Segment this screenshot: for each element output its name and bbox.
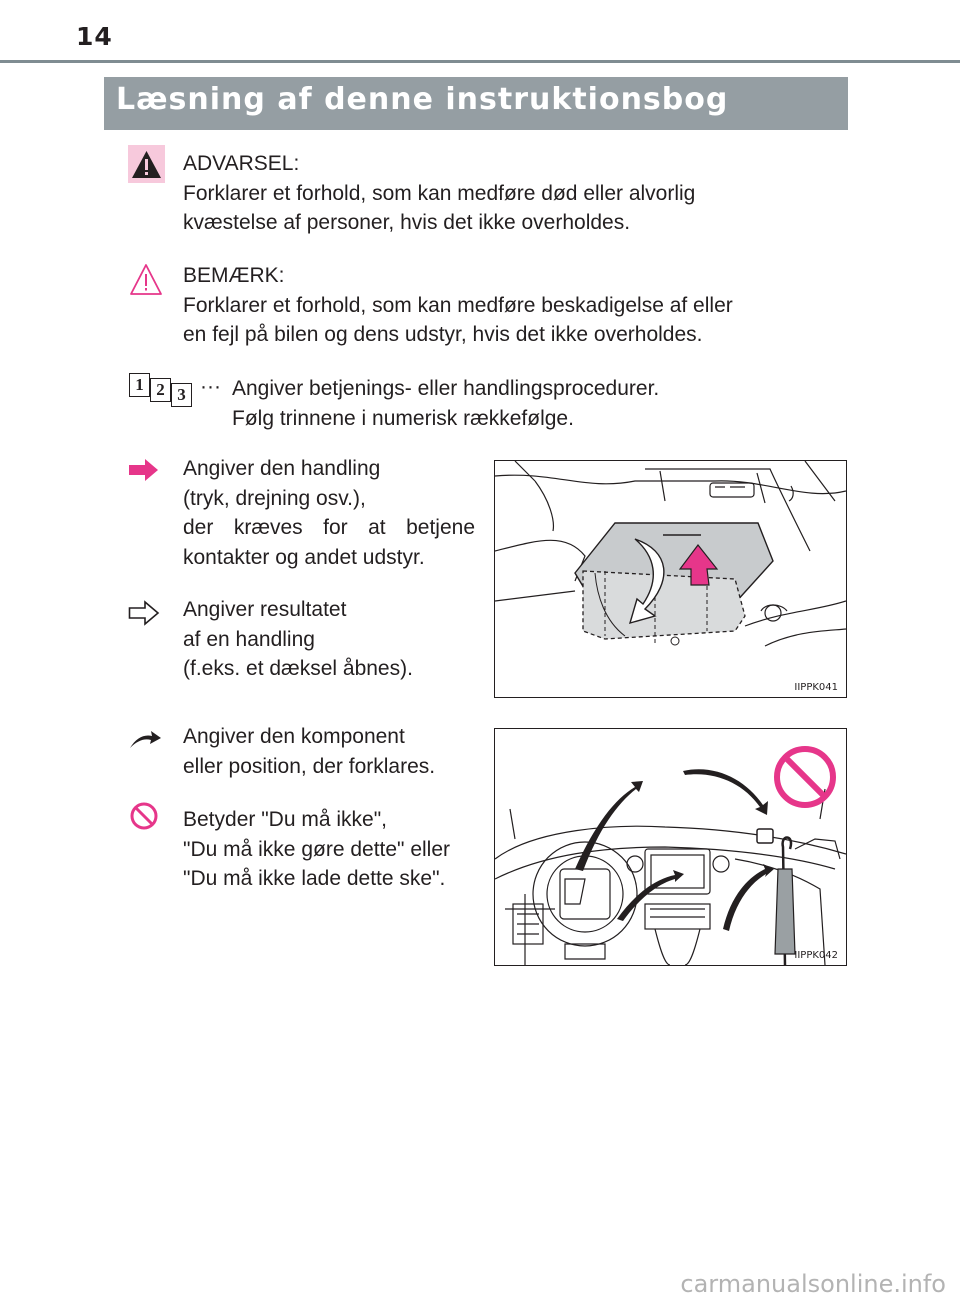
figure-dashboard xyxy=(494,728,847,966)
result-text xyxy=(183,595,413,684)
prohibition-text xyxy=(183,805,450,894)
action-line: Angiver den handling xyxy=(183,457,381,480)
overhead-console-illustration xyxy=(495,461,846,697)
section-title: Læsning af denne instruktionsbog xyxy=(116,82,729,117)
warning-icon xyxy=(128,145,165,183)
action-arrow-icon xyxy=(128,457,160,488)
figure-overhead-console xyxy=(494,460,847,698)
pointer-line: Angiver den komponent xyxy=(183,725,405,748)
caution-line: en fejl på bilen og dens udstyr, hvis det ikke overholdes. xyxy=(183,323,703,346)
action-text xyxy=(183,454,475,572)
caution-icon xyxy=(128,262,164,303)
watermark: carmanualsonline.info xyxy=(680,1270,946,1298)
step-number-3: 3 xyxy=(171,383,192,407)
result-line: af en handling xyxy=(183,627,315,651)
step-number-1: 1 xyxy=(129,373,150,397)
steps-text xyxy=(232,374,659,433)
prohibition-line: "Du må ikke lade dette ske". xyxy=(183,867,446,890)
warning-label: ADVARSEL: xyxy=(183,152,300,175)
step-dots: ··· xyxy=(200,375,221,398)
caution-label: BEMÆRK: xyxy=(183,264,285,287)
warning-line: kvæstelse af personer, hvis det ikke overholdes. xyxy=(183,211,631,234)
prohibition-line: "Du må ikke gøre dette" eller xyxy=(183,837,451,861)
result-line: Angiver resultatet xyxy=(183,598,347,621)
warning-text xyxy=(183,149,695,238)
step-number-2: 2 xyxy=(150,378,171,402)
action-line: (tryk, drejning osv.), xyxy=(183,486,366,510)
steps-line: Følg trinnene i numerisk rækkefølge. xyxy=(232,406,574,430)
page-number: 14 xyxy=(76,22,113,51)
pointer-arrow-icon xyxy=(128,728,162,757)
caution-text xyxy=(183,261,733,350)
dashboard-illustration xyxy=(495,729,846,965)
steps-line: Angiver betjenings- eller handlingsprocedurer. xyxy=(232,377,660,400)
pointer-line: eller position, der forklares. xyxy=(183,754,436,778)
prohibition-icon xyxy=(129,801,159,836)
figure-code: IIPPK041 xyxy=(794,682,838,693)
caution-line: Forklarer et forhold, som kan medføre beskadigelse af eller xyxy=(183,293,733,317)
header-rule xyxy=(0,60,960,63)
warning-line: Forklarer et forhold, som kan medføre død eller alvorlig xyxy=(183,181,696,205)
result-arrow-icon xyxy=(128,600,160,631)
action-line: der kræves for at betjene xyxy=(183,516,475,539)
action-line: kontakter og andet udstyr. xyxy=(183,545,425,569)
step-numbers-icon xyxy=(129,373,209,407)
figure-code: IIPPK042 xyxy=(794,950,838,961)
pointer-text xyxy=(183,722,435,781)
result-line: (f.eks. et dæksel åbnes). xyxy=(183,657,413,680)
prohibition-line: Betyder "Du må ikke", xyxy=(183,808,387,831)
